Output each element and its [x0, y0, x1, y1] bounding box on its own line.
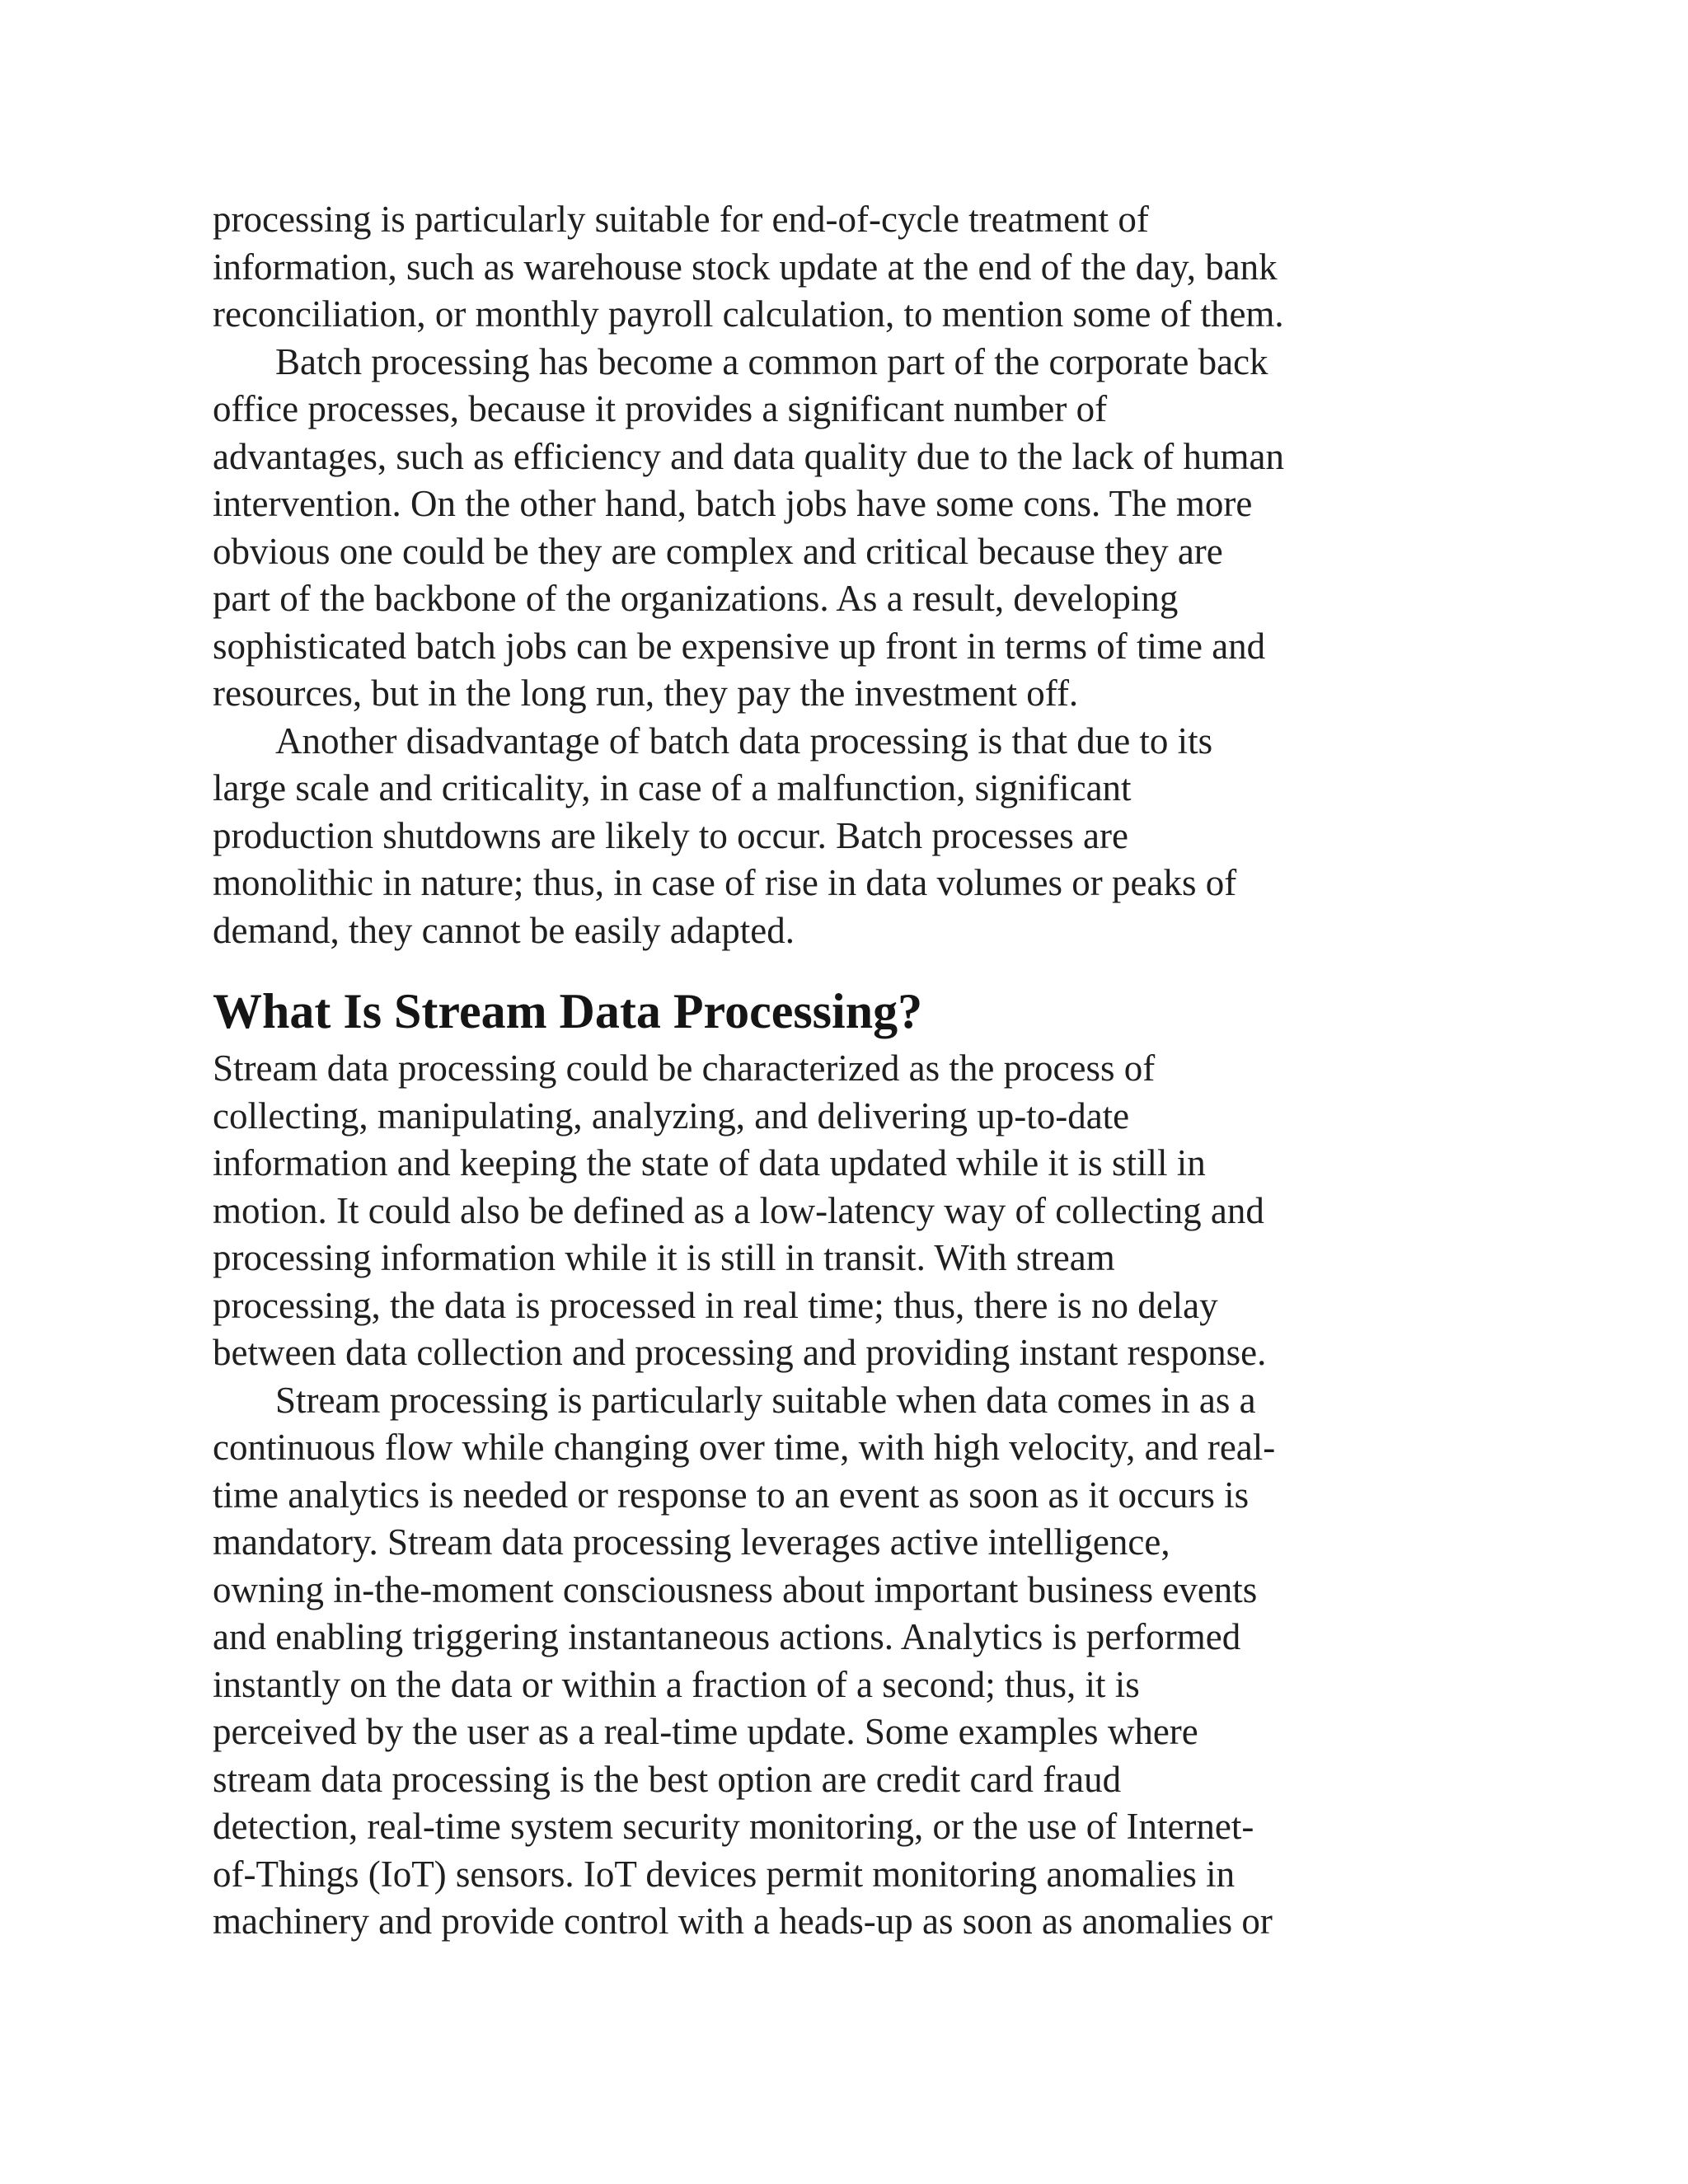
text-line: of-Things (IoT) sensors. IoT devices permit monitoring anomalies in [213, 1853, 1236, 1895]
text-line: and enabling triggering instantaneous actions. Analytics is performed [213, 1616, 1241, 1657]
text-line: production shutdowns are likely to occur. Batch processes are [213, 814, 1128, 856]
text-line: stream data processing is the best option are credit card fraud [213, 1758, 1122, 1800]
text-line: Stream processing is particularly suitable when data comes in as a [275, 1379, 1256, 1421]
text-line: processing information while it is still in transit. With stream [213, 1237, 1115, 1278]
paragraph-stream-suitability [213, 1377, 1492, 1946]
document-page [213, 196, 1492, 1946]
text-line: advantages, such as efficiency and data quality due to the lack of human [213, 435, 1284, 477]
paragraph-batch-advantages [213, 339, 1492, 718]
text-line: collecting, manipulating, analyzing, and delivering up-to-date [213, 1094, 1130, 1137]
text-line: between data collection and processing and providing instant response. [213, 1332, 1267, 1373]
text-line: processing, the data is processed in real time; thus, there is no delay [213, 1284, 1218, 1326]
text-line: detection, real-time system security monitoring, or the use of Internet- [213, 1806, 1254, 1847]
paragraph-batch-disadvantage [213, 718, 1492, 955]
text-line: Stream data processing could be characterized as the process of [213, 1047, 1156, 1089]
text-line: monolithic in nature; thus, in case of rise in data volumes or peaks of [213, 862, 1237, 903]
text-line: processing is particularly suitable for end-of-cycle treatment of [213, 199, 1149, 240]
text-line: obvious one could be they are complex and critical because they are [213, 530, 1223, 572]
text-line: intervention. On the other hand, batch jobs have some cons. The more [213, 483, 1253, 524]
paragraph-batch-continued [213, 196, 1492, 339]
text-line: information and keeping the state of data updated while it is still in [213, 1142, 1206, 1183]
text-line: machinery and provide control with a heads-up as soon as anomalies or [213, 1900, 1273, 1942]
text-line: perceived by the user as a real-time update. Some examples where [213, 1711, 1198, 1752]
text-line: owning in-the-moment consciousness about important business events [213, 1568, 1258, 1610]
text-line: continuous flow while changing over time, with high velocity, and real- [213, 1427, 1276, 1468]
text-line: sophisticated batch jobs can be expensive up front in terms of time and [213, 625, 1266, 667]
text-line: resources, but in the long run, they pay the investment off. [213, 673, 1079, 714]
text-line: time analytics is needed or response to an event as soon as it occurs is [213, 1474, 1250, 1516]
text-line: instantly on the data or within a fraction of a second; thus, it is [213, 1663, 1140, 1705]
text-line: Batch processing has become a common part of the corporate back [275, 340, 1268, 382]
text-line: large scale and criticality, in case of a malfunction, significant [213, 767, 1132, 808]
text-line: reconciliation, or monthly payroll calculation, to mention some of them. [213, 293, 1284, 335]
text-line: part of the backbone of the organizations. As a result, developing [213, 578, 1179, 619]
section-heading: What Is Stream Data Processing? [213, 984, 923, 1038]
text-line: Another disadvantage of batch data processing is that due to its [275, 719, 1213, 762]
text-line: mandatory. Stream data processing leverages active intelligence, [213, 1521, 1170, 1563]
text-line: motion. It could also be defined as a low-latency way of collecting and [213, 1189, 1264, 1231]
paragraph-stream-definition [213, 1045, 1492, 1377]
text-line: demand, they cannot be easily adapted. [213, 909, 795, 951]
text-line: information, such as warehouse stock update at the end of the day, bank [213, 246, 1278, 288]
text-line: office processes, because it provides a significant number of [213, 388, 1108, 429]
